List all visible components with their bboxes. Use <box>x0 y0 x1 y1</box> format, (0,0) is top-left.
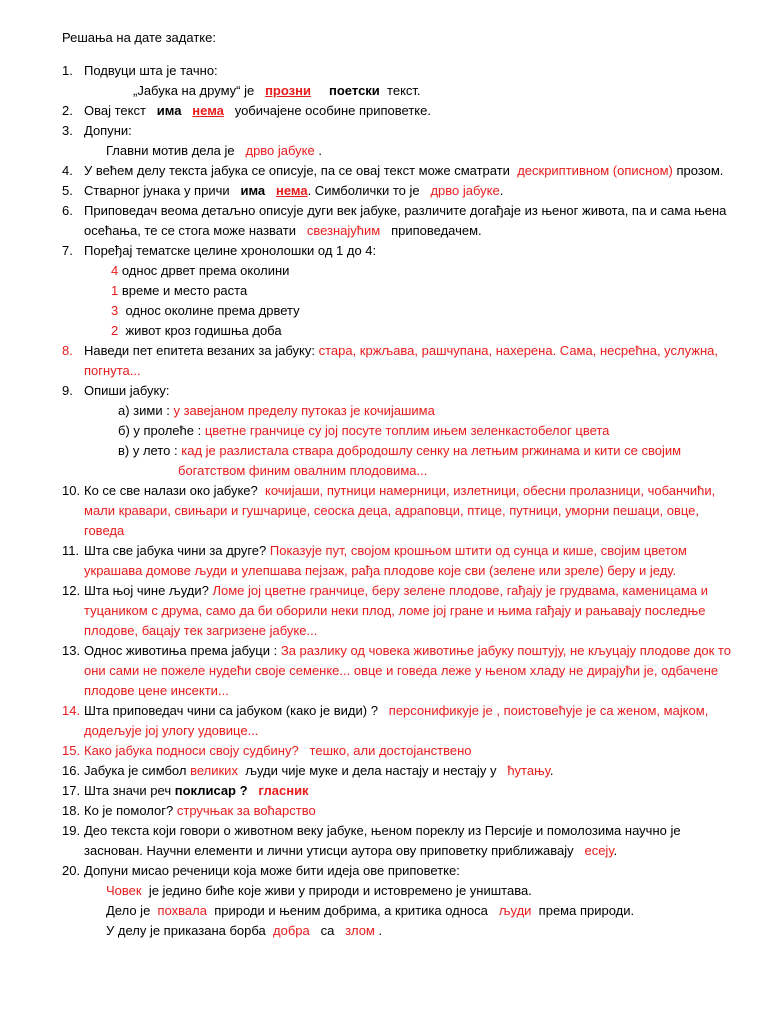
item-9-winter-label: а) зими : <box>118 403 170 418</box>
item-7-row-2-text: време и место раста <box>121 283 248 298</box>
item-4-line <box>84 162 723 180</box>
item-20-row-3-text-e: . <box>378 923 383 938</box>
item-9-spring-answer: цветне гранчице су јој посуте топлим ињем зеленкастобелог цвета <box>204 423 610 438</box>
item-20-answer-2: похвала <box>157 903 207 918</box>
item-20-answer-3: људи <box>498 903 532 918</box>
item-20-row-3-text-a: У делу је приказана борба <box>106 923 266 938</box>
item-6-text-c: приповедачем. <box>391 223 482 238</box>
item-18-question: Ко је помолог? <box>84 803 174 818</box>
item-16-text-a: Јабука је симбол <box>84 763 187 778</box>
item-15-question: Како јабука подноси своју судбину? <box>84 743 299 758</box>
item-5-text-d: . Симболички то је <box>307 183 420 198</box>
item-9-summer-answer: кад је разлистала ствара добродошлу сенку на летњим prжинама и кити се својим <box>181 443 682 458</box>
item-4-answer: дескриптивном (описном) <box>517 163 673 178</box>
item-14-question: Шта приповедач чини са јабуком (како је види) ? <box>84 703 378 718</box>
item-9-spring-label: б) у пролеће : <box>118 423 202 438</box>
item-20-row-2 <box>106 902 634 920</box>
item-7-row-1-number: 4 <box>111 263 119 278</box>
item-8-answer: стара, кржљава, рашчупана, нахерена. Сама, несрећна, услужна, <box>318 343 718 358</box>
item-13-answer: За разлику од човека животиње јабуку поштују, не кљуцају плодове док то <box>280 643 731 658</box>
item-15-num: 15. <box>62 743 81 758</box>
item-11-line-2: украшава домове људи и улепшава пејзаж, рађа плодове које сви (зелене или зреле) беру и једу. <box>84 563 677 578</box>
item-11-question: Шта све јабука чини за друге? <box>84 543 267 558</box>
item-6-text-a: осећања, те се стога може назвати <box>84 223 296 238</box>
item-20-row-2-text-a: Дело је <box>106 903 151 918</box>
item-10-line-3: говеда <box>84 523 125 538</box>
item-20-answer-4: добра <box>273 923 310 938</box>
item-4-num: 4. <box>62 163 73 178</box>
item-9-summer <box>118 442 681 460</box>
item-13-line-2: они сами не пожеле нудећи своје семенке... овце и говеда леже у њеном хладу не дирајући је, одбачене <box>84 663 719 678</box>
item-7-row-2-number: 1 <box>111 283 119 298</box>
item-13-line-3: плодове цене инсекти... <box>84 683 229 698</box>
item-17-term: поклисар ? <box>174 783 248 798</box>
item-7-row-1-text: однос дрвет према околини <box>121 263 290 278</box>
item-9-spring <box>118 422 609 440</box>
item-8-question: Наведи пет епитета везаних за јабуку: <box>84 343 315 358</box>
item-16-num: 16. <box>62 763 81 778</box>
item-2-line <box>84 102 431 120</box>
item-16-answer-2: ћутању <box>507 763 550 778</box>
item-17-num: 17. <box>62 783 81 798</box>
item-12-answer: Ломе јој цветне гранчице, беру зелене плодове, гађају је грудвама, каменицама и <box>212 583 708 598</box>
item-3-num: 3. <box>62 123 73 138</box>
item-5-answer: нема <box>275 183 308 198</box>
item-7-question: Поређај тематске целине хронолошки од 1 до 4: <box>84 243 377 258</box>
item-7-row-2 <box>111 282 247 300</box>
item-3-question: Допуни: <box>84 123 132 138</box>
item-11-num: 11. <box>62 543 80 558</box>
item-17-line <box>84 782 309 800</box>
item-1-num: 1. <box>62 63 73 78</box>
item-2-num: 2. <box>62 103 73 118</box>
item-20-row-1-text: је једино биће које живи у природи и истовремено је уништава. <box>148 883 532 898</box>
item-14-line-2: додељује јој улогу удовице... <box>84 723 259 738</box>
item-9-summer-answer-2: богатством финим овалним плодовима... <box>178 463 428 478</box>
item-20-row-2-text-c: природи и њеним добрима, а критика односа <box>214 903 488 918</box>
item-19-line-2 <box>84 842 617 860</box>
item-3-text-a: Главни мотив дела је <box>106 143 235 158</box>
item-1-question: Подвуци шта је тачно: <box>84 63 218 78</box>
item-20-question: Допуни мисао реченици која може бити идеја ове приповетке: <box>84 863 460 878</box>
item-20-num: 20. <box>62 863 81 878</box>
item-18-num: 18. <box>62 803 81 818</box>
item-9-winter <box>118 402 435 420</box>
item-7-row-3-text: однос околине према дрвету <box>125 303 300 318</box>
item-14-line-1 <box>84 702 708 720</box>
item-16-answer-1: великих <box>190 763 238 778</box>
item-11-answer: Показује пут, својом крошњом штити од сунца и кише, својим цветом <box>269 543 687 558</box>
item-1-subline <box>133 82 421 100</box>
item-2-option-has: има <box>156 103 182 118</box>
item-13-num: 13. <box>62 643 81 658</box>
item-8-num: 8. <box>62 343 73 358</box>
item-12-line-1 <box>84 582 708 600</box>
item-18-answer: стручњак за воћарство <box>176 803 316 818</box>
item-14-answer: персонификује је , поистовећује је са женом, мајком, <box>388 703 709 718</box>
item-15-answer: тешко, али достојанствено <box>309 743 472 758</box>
item-2-text-a: Овај текст <box>84 103 146 118</box>
item-7-row-1 <box>111 262 289 280</box>
item-7-row-3 <box>111 302 300 320</box>
item-9-winter-answer: у завејаном пределу путоказ је кочијашима <box>173 403 435 418</box>
item-7-row-4-text: живот кроз годишња доба <box>125 323 282 338</box>
item-19-num: 19. <box>62 823 81 838</box>
item-1-answer-prose: прозни <box>265 83 311 98</box>
item-1-option-poetic: поетски <box>329 83 380 98</box>
item-16-line <box>84 762 553 780</box>
item-20-row-3 <box>106 922 382 940</box>
item-4-text-c: прозом. <box>676 163 724 178</box>
page-heading: Решања на дате задатке: <box>62 30 216 45</box>
item-14-num: 14. <box>62 703 81 718</box>
item-5-option-has: има <box>240 183 266 198</box>
item-12-line-3: плодове, бацају тек загризене јабуке... <box>84 623 318 638</box>
item-20-row-3-text-c: са <box>320 923 335 938</box>
item-7-row-3-number: 3 <box>111 303 119 318</box>
item-7-row-4-number: 2 <box>111 323 119 338</box>
item-13-line-1 <box>84 642 731 660</box>
item-20-answer-1: Човек <box>106 883 142 898</box>
item-10-line-2: мали кравари, свињари и гушчарице, сеоска деца, адраповци, птице, путници, уморни пешаци, овце, <box>84 503 700 518</box>
item-5-answer-symbol: дрво јабуке <box>430 183 500 198</box>
item-11-line-1 <box>84 542 687 560</box>
item-13-question: Однос животиња према јабуци : <box>84 643 278 658</box>
item-3-answer: дрво јабуке <box>245 143 315 158</box>
item-12-question: Шта њој чине људи? <box>84 583 209 598</box>
item-7-row-4 <box>111 322 282 340</box>
item-2-text-d: уобичајене особине приповетке. <box>234 103 431 118</box>
item-19-line-1: Део текста који говори о животном веку јабуке, њеном пореклу из Персије и помолозима научно је <box>84 823 681 838</box>
item-6-line-2 <box>84 222 482 240</box>
item-18-line <box>84 802 316 820</box>
item-12-line-2: туцаником с друма, само да би оборили неки плод, ломе јој гране и њима гађају и рањавају последње <box>84 603 706 618</box>
item-9-summer-label: в) у лето : <box>118 443 178 458</box>
item-3-text-c: . <box>318 143 322 158</box>
item-3-subline <box>106 142 322 160</box>
item-5-text-a: Стварног јунака у причи <box>84 183 230 198</box>
item-5-text-f: . <box>499 183 504 198</box>
item-6-line-1: Приповедач веома детаљно описује дуги век јабуке, различите догађаје из њеног живота, па и сама њена <box>84 203 727 218</box>
item-7-num: 7. <box>62 243 73 258</box>
item-9-num: 9. <box>62 383 73 398</box>
item-9-question: Опиши јабуку: <box>84 383 170 398</box>
item-10-line-1 <box>84 482 715 500</box>
item-12-num: 12. <box>62 583 81 598</box>
item-16-text-e: . <box>549 763 554 778</box>
item-8-line-2: погнута... <box>84 363 141 378</box>
item-19-answer: есеју <box>584 843 614 858</box>
item-6-answer: свезнајућим <box>306 223 381 238</box>
item-19-text-a: заснован. Научни елементи и лични утисци аутора ову приповетку приближавају <box>84 843 574 858</box>
item-15-line <box>84 742 471 760</box>
item-20-answer-5: злом <box>345 923 375 938</box>
item-8-line-1 <box>84 342 718 360</box>
item-17-answer: гласник <box>258 783 309 798</box>
item-1-text-a: „Јабука на друму“ је <box>133 83 255 98</box>
item-2-answer: нема <box>192 103 224 118</box>
item-19-text-c: . <box>613 843 618 858</box>
item-10-num: 10. <box>62 483 81 498</box>
item-10-answer: кочијаши, путници намерници, излетници, обесни пролазници, чобанчићи, <box>264 483 716 498</box>
item-6-num: 6. <box>62 203 73 218</box>
item-10-question: Ко се све налази око јабуке? <box>84 483 258 498</box>
item-16-text-c: људи чије муке и дела настају и нестају у <box>245 763 497 778</box>
item-5-num: 5. <box>62 183 73 198</box>
item-1-text-d: текст. <box>387 83 421 98</box>
item-5-line <box>84 182 503 200</box>
item-17-text-a: Шта значи реч <box>84 783 172 798</box>
item-20-row-1 <box>106 882 532 900</box>
item-20-row-2-text-e: према природи. <box>538 903 635 918</box>
item-4-text-a: У већем делу текста јабука се описује, па се овај текст може сматрати <box>84 163 510 178</box>
